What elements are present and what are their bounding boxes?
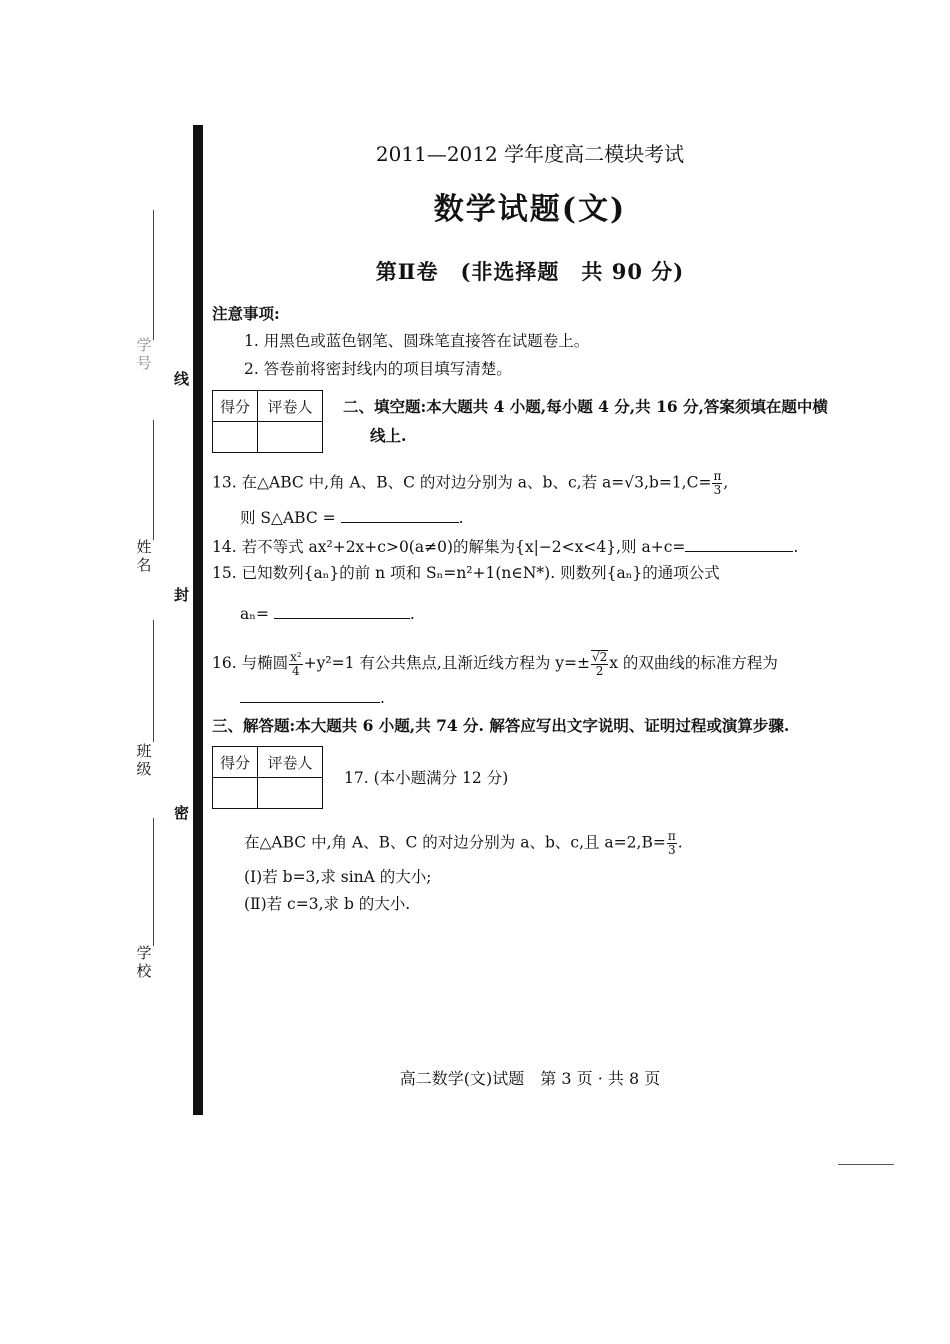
seal-char-line: 线 <box>174 370 190 388</box>
label-student-id: 学号 <box>136 336 152 372</box>
question-17-title: 17. (本小题满分 12 分) <box>344 769 509 787</box>
binding-line-school <box>153 818 154 946</box>
question-14: 14. 若不等式 ax²+2x+c>0(a≠0)的解集为{x|−2<x<4},则 a+c= . <box>212 538 799 556</box>
answer-blank-16[interactable] <box>240 688 380 703</box>
score-box-score-label: 得分 <box>213 391 258 422</box>
score-box-score-label: 得分 <box>213 747 258 778</box>
label-school: 学校 <box>136 944 152 980</box>
question-15-line2: aₙ= . <box>240 605 415 623</box>
binding-line-name <box>153 420 154 540</box>
question-17-part-1: (Ⅰ)若 b=3,求 sinA 的大小; <box>244 868 432 886</box>
score-box-grader-cell[interactable] <box>258 422 323 453</box>
question-13-line2: 则 S△ABC = . <box>240 509 464 527</box>
question-13-area-label: 则 S△ABC = <box>240 509 336 527</box>
score-box-grader-cell[interactable] <box>258 778 323 809</box>
exam-year-line: 2011—2012 学年度高二模块考试 <box>375 142 685 166</box>
score-box-q17 <box>212 746 323 809</box>
seal-char-seal: 封 <box>174 586 190 604</box>
score-box-section2 <box>212 390 323 453</box>
label-name: 姓名 <box>136 538 152 574</box>
question-16-line1: 16. 与椭圆 $\frac{\text{x²}}{4}$ +y²=1 有公共焦点,且渐近线方程为 y=± $\frac{√2}{2}$ x 的双曲线的标准方程为 <box>212 649 778 678</box>
answer-blank-13[interactable] <box>341 508 459 523</box>
binding-line-class <box>153 620 154 742</box>
score-box-grader-label: 评卷人 <box>258 747 323 778</box>
question-17-part-2: (Ⅱ)若 c=3,求 b 的大小. <box>244 895 411 913</box>
question-13-text: 13. 在△ABC 中,角 A、B、C 的对边分别为 a、b、c,若 a=√3,b=1,C= <box>212 473 712 492</box>
fraction-x2-over-4: $\frac{\text{x²}}{4}$ <box>290 649 302 678</box>
score-box-score-cell[interactable] <box>213 422 258 453</box>
section2-heading-line1: 二、填空题:本大题共 4 小题,每小题 4 分,共 16 分,答案须填在题中横 <box>343 397 828 416</box>
question-17-stem: 在△ABC 中,角 A、B、C 的对边分别为 a、b、c,且 a=2,B= $\frac{\pi}{3}$ . <box>244 829 683 857</box>
fraction-pi-over-3: $\frac{\pi}{3}$ <box>667 829 676 857</box>
label-class: 班级 <box>136 742 152 778</box>
notice-item-1: 1. 用黑色或蓝色钢笔、圆珠笔直接答在试题卷上。 <box>244 332 590 350</box>
question-15-an-label: aₙ= <box>240 605 269 623</box>
seal-char-secret: 密 <box>174 804 190 822</box>
section3-heading: 三、解答题:本大题共 6 小题,共 74 分. 解答应写出文字说明、证明过程或演算步骤. <box>212 716 790 735</box>
question-15-line1: 15. 已知数列{aₙ}的前 n 项和 Sₙ=n²+1(n∈N*). 则数列{aₙ}的通项公式 <box>212 564 720 582</box>
question-16-line2: . <box>240 688 385 708</box>
notice-title: 注意事项: <box>212 304 280 323</box>
question-14-text: 14. 若不等式 ax²+2x+c>0(a≠0)的解集为{x|−2<x<4},则 a+c= <box>212 538 686 556</box>
answer-blank-14[interactable] <box>685 537 793 552</box>
fraction-sqrt2-over-2: $\frac{√2}{2}$ <box>591 650 608 678</box>
question-13-line1: 13. 在△ABC 中,角 A、B、C 的对边分别为 a、b、c,若 a=√3,b=1,C= $\frac{\pi}{3}$ , <box>212 469 729 497</box>
score-box-grader-label: 评卷人 <box>258 391 323 422</box>
fraction-pi-over-3: $\frac{\pi}{3}$ <box>713 469 722 497</box>
section2-heading-line2: 线上. <box>370 426 407 445</box>
score-box-score-cell[interactable] <box>213 778 258 809</box>
exam-subject-title: 数学试题(文) <box>433 192 627 227</box>
bottom-rule <box>838 1164 894 1165</box>
notice-item-2: 2. 答卷前将密封线内的项目填写清楚。 <box>244 360 512 378</box>
answer-blank-15[interactable] <box>274 604 410 619</box>
exam-part-title: 第Ⅱ卷 (非选择题 共 90 分) <box>375 259 685 284</box>
page-footer: 高二数学(文)试题 第 3 页 · 共 8 页 <box>399 1069 661 1088</box>
